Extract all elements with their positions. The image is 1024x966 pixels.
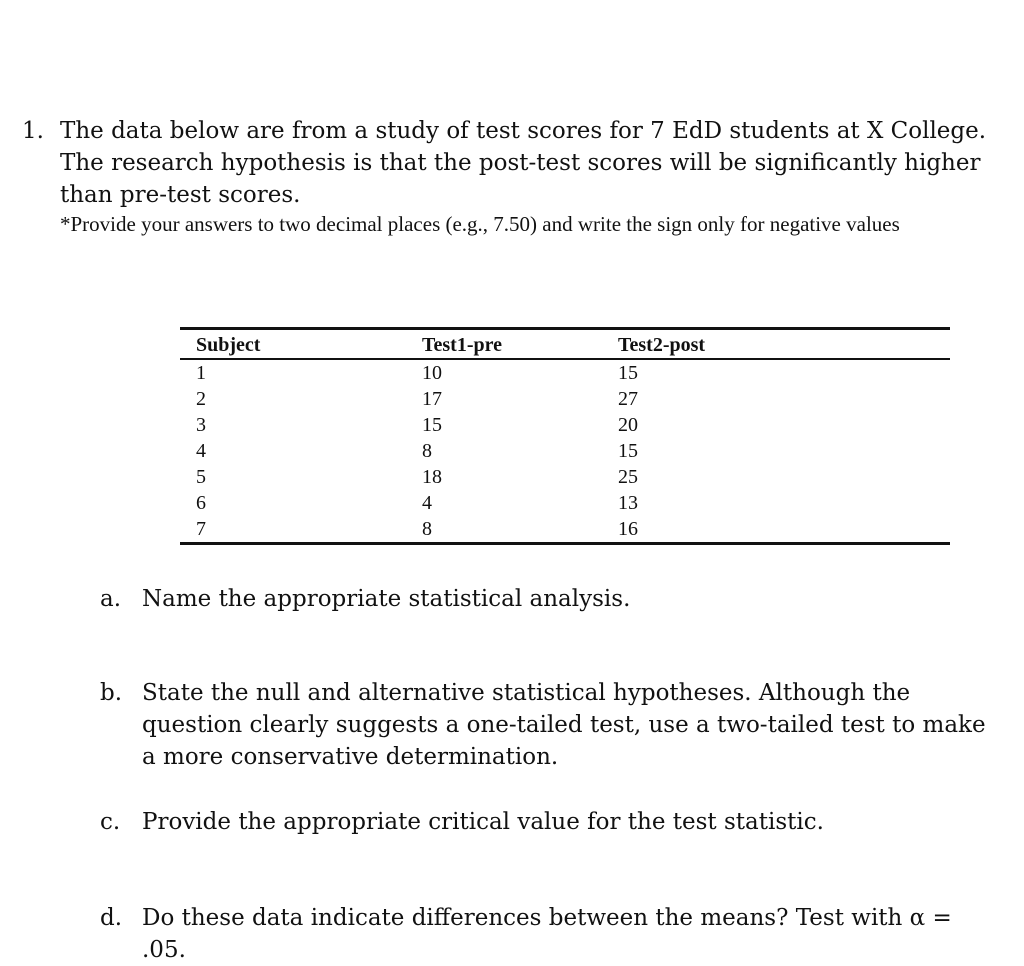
table-row: [180, 412, 950, 438]
question-number: 1.: [22, 118, 44, 144]
part-letter: b.: [100, 680, 123, 706]
cell-subject: 6: [196, 492, 206, 514]
cell-test2-post: 15: [618, 362, 638, 384]
cell-test1-pre: 8: [422, 518, 432, 540]
part-text: Do these data indicate differences between the means? Test with α = .05.: [142, 905, 952, 963]
header-test1-pre: Test1-pre: [422, 334, 502, 356]
table-row: [180, 490, 950, 516]
cell-test1-pre: 18: [422, 466, 442, 488]
part-text: Provide the appropriate critical value for the test statistic.: [142, 809, 824, 835]
part-letter: c.: [100, 809, 121, 835]
cell-test2-post: 15: [618, 440, 638, 462]
part-letter: d.: [100, 905, 123, 931]
table-row: [180, 516, 950, 544]
cell-test2-post: 25: [618, 466, 638, 488]
table-header-row: [180, 329, 950, 360]
header-test2-post: Test2-post: [618, 334, 706, 356]
cell-test1-pre: 15: [422, 414, 442, 436]
part-text: Name the appropriate statistical analysis.: [142, 586, 631, 612]
cell-test1-pre: 4: [422, 492, 432, 514]
header-subject: Subject: [196, 334, 261, 356]
cell-subject: 7: [196, 518, 206, 540]
scores-table: [180, 327, 950, 545]
cell-test2-post: 27: [618, 388, 638, 410]
cell-test1-pre: 10: [422, 362, 442, 384]
cell-subject: 1: [196, 362, 206, 384]
cell-subject: 2: [196, 388, 206, 410]
table-row: [180, 464, 950, 490]
cell-test2-post: 16: [618, 518, 638, 540]
part-letter: a.: [100, 586, 122, 612]
part-text: State the null and alternative statistical hypotheses. Although the question clearly suggests a one-tailed test, use a two-tailed test to make a more conservative determination.: [142, 680, 986, 770]
table-row: [180, 359, 950, 386]
answer-format-note: *Provide your answers to two decimal places (e.g., 7.50) and write the sign only for negative values: [60, 212, 900, 236]
table-row: [180, 438, 950, 464]
cell-test1-pre: 17: [422, 388, 442, 410]
cell-test2-post: 20: [618, 414, 638, 436]
cell-test2-post: 13: [618, 492, 638, 514]
question-text: The data below are from a study of test scores for 7 EdD students at X College. The research hypothesis is that the post-test scores will be significantly higher than pre-test scores.: [60, 118, 987, 208]
cell-subject: 3: [196, 414, 206, 436]
cell-subject: 5: [196, 466, 206, 488]
table-row: [180, 386, 950, 412]
cell-subject: 4: [196, 440, 206, 462]
cell-test1-pre: 8: [422, 440, 432, 462]
